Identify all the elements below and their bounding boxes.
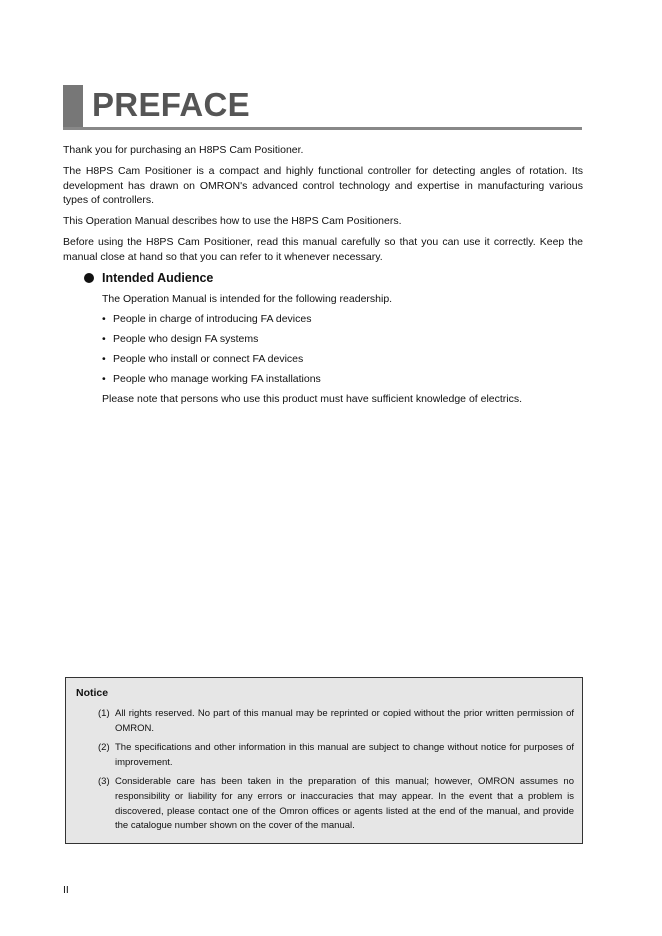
bullet-icon: • (102, 313, 106, 325)
page-number: II (63, 884, 69, 896)
list-item-text: People who manage working FA installations (113, 373, 321, 385)
list-item (102, 332, 584, 346)
bullet-icon: • (102, 353, 106, 365)
audience-list (102, 312, 584, 386)
notice-title: Notice (76, 687, 109, 699)
notice-list (98, 707, 574, 839)
section-heading (84, 269, 584, 287)
notice-box (65, 677, 583, 844)
list-item (102, 372, 584, 386)
notice-item-number: (3) (98, 776, 110, 788)
list-item (102, 352, 584, 366)
intro-paragraph-4: Before using the H8PS Cam Positioner, read this manual carefully so that you can use it correctly. Keep the manual close at hand so that you can refer to it whenever necessary. (63, 236, 583, 263)
filled-circle-icon (84, 273, 94, 283)
intro-paragraph-1: Thank you for purchasing an H8PS Cam Positioner. (63, 144, 304, 156)
page-title: PREFACE (92, 86, 250, 123)
title-underline-rule (63, 127, 582, 130)
intro-text (63, 143, 583, 271)
notice-item-text: Considerable care has been taken in the preparation of this manual; however, OMRON assumes no responsibility or liability for any errors or inaccuracies that may appear. In the event that a problem is discovered, please contact one of the Omron offices or agents listed at the end of the manual, and provide the catalogue number shown on the cover of the manual. (115, 776, 574, 832)
audience-closing: Please note that persons who use this product must have sufficient knowledge of electrics. (102, 393, 523, 405)
list-item (102, 312, 584, 326)
notice-item (98, 707, 574, 736)
list-item-text: People who design FA systems (113, 333, 259, 345)
list-item-text: People in charge of introducing FA devices (113, 313, 312, 325)
bullet-icon: • (102, 373, 106, 385)
audience-lead: The Operation Manual is intended for the following readership. (102, 293, 393, 305)
intro-paragraph-3: This Operation Manual describes how to use the H8PS Cam Positioners. (63, 215, 402, 227)
section-body (102, 292, 584, 406)
list-item-text: People who install or connect FA devices (113, 353, 304, 365)
section-heading-text: Intended Audience (102, 271, 214, 285)
notice-item (98, 741, 574, 770)
title-accent-block (63, 85, 83, 129)
bullet-icon: • (102, 333, 106, 345)
notice-item-number: (2) (98, 742, 110, 754)
notice-item-text: All rights reserved. No part of this manual may be reprinted or copied without the prior written permission of OMRON. (115, 708, 574, 734)
intro-paragraph-2: The H8PS Cam Positioner is a compact and highly functional controller for detecting angles of rotation. Its development has drawn on OMRON's advanced control technology and expertise in manufacturing various types of controllers. (63, 165, 583, 206)
notice-item (98, 775, 574, 833)
notice-item-text: The specifications and other information in this manual are subject to change without notice for purposes of improvement. (115, 742, 574, 768)
notice-item-number: (1) (98, 708, 110, 719)
intended-audience-section (84, 269, 584, 406)
